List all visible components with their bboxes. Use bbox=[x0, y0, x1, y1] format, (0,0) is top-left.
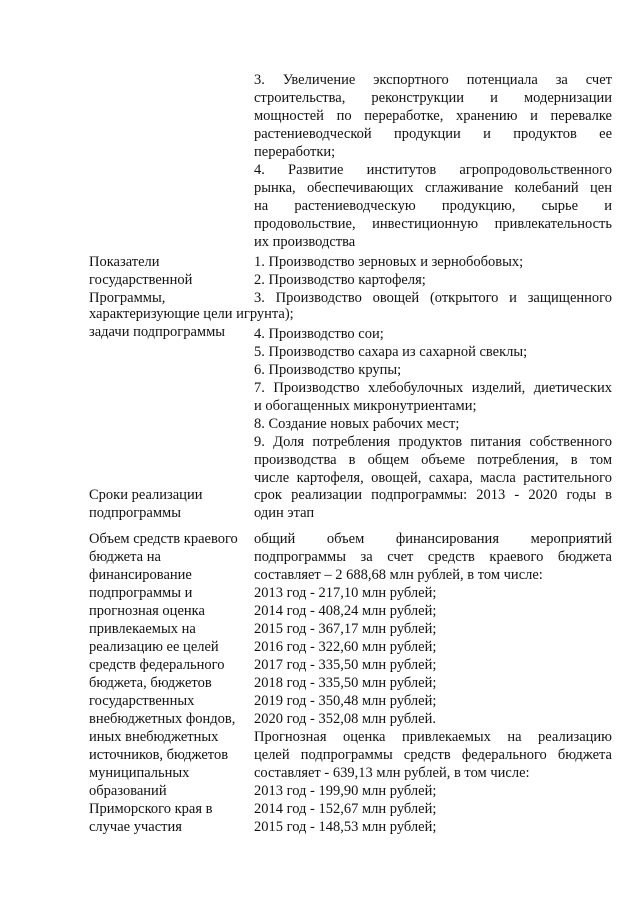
label-line: финансирование bbox=[89, 567, 192, 583]
label-line: задачи подпрограммы bbox=[89, 324, 226, 340]
label-line: государственной bbox=[89, 272, 193, 288]
label-line: бюджета, бюджетов bbox=[89, 675, 212, 691]
terms-label bbox=[89, 486, 251, 522]
indicators-label bbox=[89, 253, 251, 307]
text-line: срок реализации подпрограммы: 2013 - 2020 годы в bbox=[254, 487, 612, 503]
list-item: 4. Производство сои; bbox=[254, 326, 384, 342]
label-line: источников, бюджетов bbox=[89, 747, 229, 763]
year-line: 2014 год - 408,24 млн рублей; bbox=[254, 603, 437, 619]
text-line: рынка, обеспечивающих сглаживание колебаний цен bbox=[254, 180, 612, 196]
text-line: растениеводческой продукции и продуктов ее bbox=[254, 126, 612, 142]
text-line: составляет - 639,13 млн рублей, в том числе: bbox=[254, 765, 530, 781]
list-item: числе картофеля, овощей, сахара, масла растительного bbox=[254, 470, 612, 486]
text-line: один этап bbox=[254, 505, 315, 521]
label-line: муниципальных bbox=[89, 765, 190, 781]
label-line: Объем средств краевого bbox=[89, 531, 238, 547]
year-line: 2015 год - 367,17 млн рублей; bbox=[254, 621, 437, 637]
label-line: Приморского края в bbox=[89, 801, 213, 817]
list-item: производства в общем объеме потребления, в том bbox=[254, 452, 612, 468]
label-line: Сроки реализации bbox=[89, 487, 203, 503]
label-line: Программы, bbox=[89, 290, 166, 306]
list-item-spacer bbox=[254, 307, 612, 325]
label-line: средств федерального bbox=[89, 657, 225, 673]
year-line: 2020 год - 352,08 млн рублей. bbox=[254, 711, 436, 727]
financing-label bbox=[89, 530, 251, 836]
label-line: иных внебюджетных bbox=[89, 729, 219, 745]
label-line: образований bbox=[89, 783, 167, 799]
text-line: целей подпрограммы средств федерального бюджета bbox=[254, 747, 612, 763]
financing-text bbox=[254, 530, 612, 836]
text-line: мощностей по переработке, хранению и перевалке bbox=[254, 108, 612, 124]
label-line: подпрограммы bbox=[89, 505, 181, 521]
list-item: 2. Производство картофеля; bbox=[254, 272, 426, 288]
list-item: 8. Создание новых рабочих мест; bbox=[254, 416, 460, 432]
top-block bbox=[254, 71, 612, 251]
text-line: 3. Увеличение экспортного потенциала за счет bbox=[254, 72, 612, 88]
list-item: 7. Производство хлебобулочных изделий, диетических bbox=[254, 380, 612, 396]
text-line: на растениеводческую продукцию, сырье и bbox=[254, 198, 612, 214]
year-line: 2013 год - 217,10 млн рублей; bbox=[254, 585, 437, 601]
text-line: строительства, реконструкции и модернизации bbox=[254, 90, 612, 106]
label-line: прогнозная оценка bbox=[89, 603, 205, 619]
text-line: составляет – 2 688,68 млн рублей, в том числе: bbox=[254, 567, 543, 583]
text-line: переработки; bbox=[254, 144, 336, 160]
year-line: 2015 год - 148,53 млн рублей; bbox=[254, 819, 437, 835]
year-line: 2017 год - 335,50 млн рублей; bbox=[254, 657, 437, 673]
indicators-list bbox=[254, 253, 612, 487]
label-line: реализацию ее целей bbox=[89, 639, 219, 655]
text-line: общий объем финансирования мероприятий bbox=[254, 531, 612, 547]
year-line: 2016 год - 322,60 млн рублей; bbox=[254, 639, 437, 655]
label-line: подпрограммы и bbox=[89, 585, 193, 601]
text-line: их производства bbox=[254, 234, 356, 250]
label-line: Показатели bbox=[89, 254, 160, 270]
year-line: 2019 год - 350,48 млн рублей; bbox=[254, 693, 437, 709]
label-line: привлекаемых на bbox=[89, 621, 196, 637]
year-line: 2014 год - 152,67 млн рублей; bbox=[254, 801, 437, 817]
label-line: случае участия bbox=[89, 819, 182, 835]
list-item: 9. Доля потребления продуктов питания собственного bbox=[254, 434, 612, 450]
list-item: 5. Производство сахара из сахарной свеклы; bbox=[254, 344, 528, 360]
indicators-label-overflow: характеризующие цели игрунта); bbox=[89, 306, 294, 322]
year-line: 2013 год - 199,90 млн рублей; bbox=[254, 783, 437, 799]
indicators-label-end bbox=[89, 323, 251, 341]
text-line: продовольствие, инвестиционную привлекательность bbox=[254, 216, 612, 232]
year-line: 2018 год - 335,50 млн рублей; bbox=[254, 675, 437, 691]
label-line: внебюджетных фондов, bbox=[89, 711, 236, 727]
label-line: бюджета на bbox=[89, 549, 161, 565]
list-item: 1. Производство зерновых и зернобобовых; bbox=[254, 254, 524, 270]
terms-text bbox=[254, 486, 612, 522]
text-line: 4. Развитие институтов агропродовольственного bbox=[254, 162, 612, 178]
list-item: 3. Производство овощей (открытого и защищенного bbox=[254, 290, 612, 306]
text-line: подпрограммы за счет средств краевого бюджета bbox=[254, 549, 612, 565]
list-item: 6. Производство крупы; bbox=[254, 362, 402, 378]
list-item: и обогащенных микронутриентами; bbox=[254, 398, 477, 414]
text-line: Прогнозная оценка привлекаемых на реализацию bbox=[254, 729, 612, 745]
label-line: государственных bbox=[89, 693, 195, 709]
